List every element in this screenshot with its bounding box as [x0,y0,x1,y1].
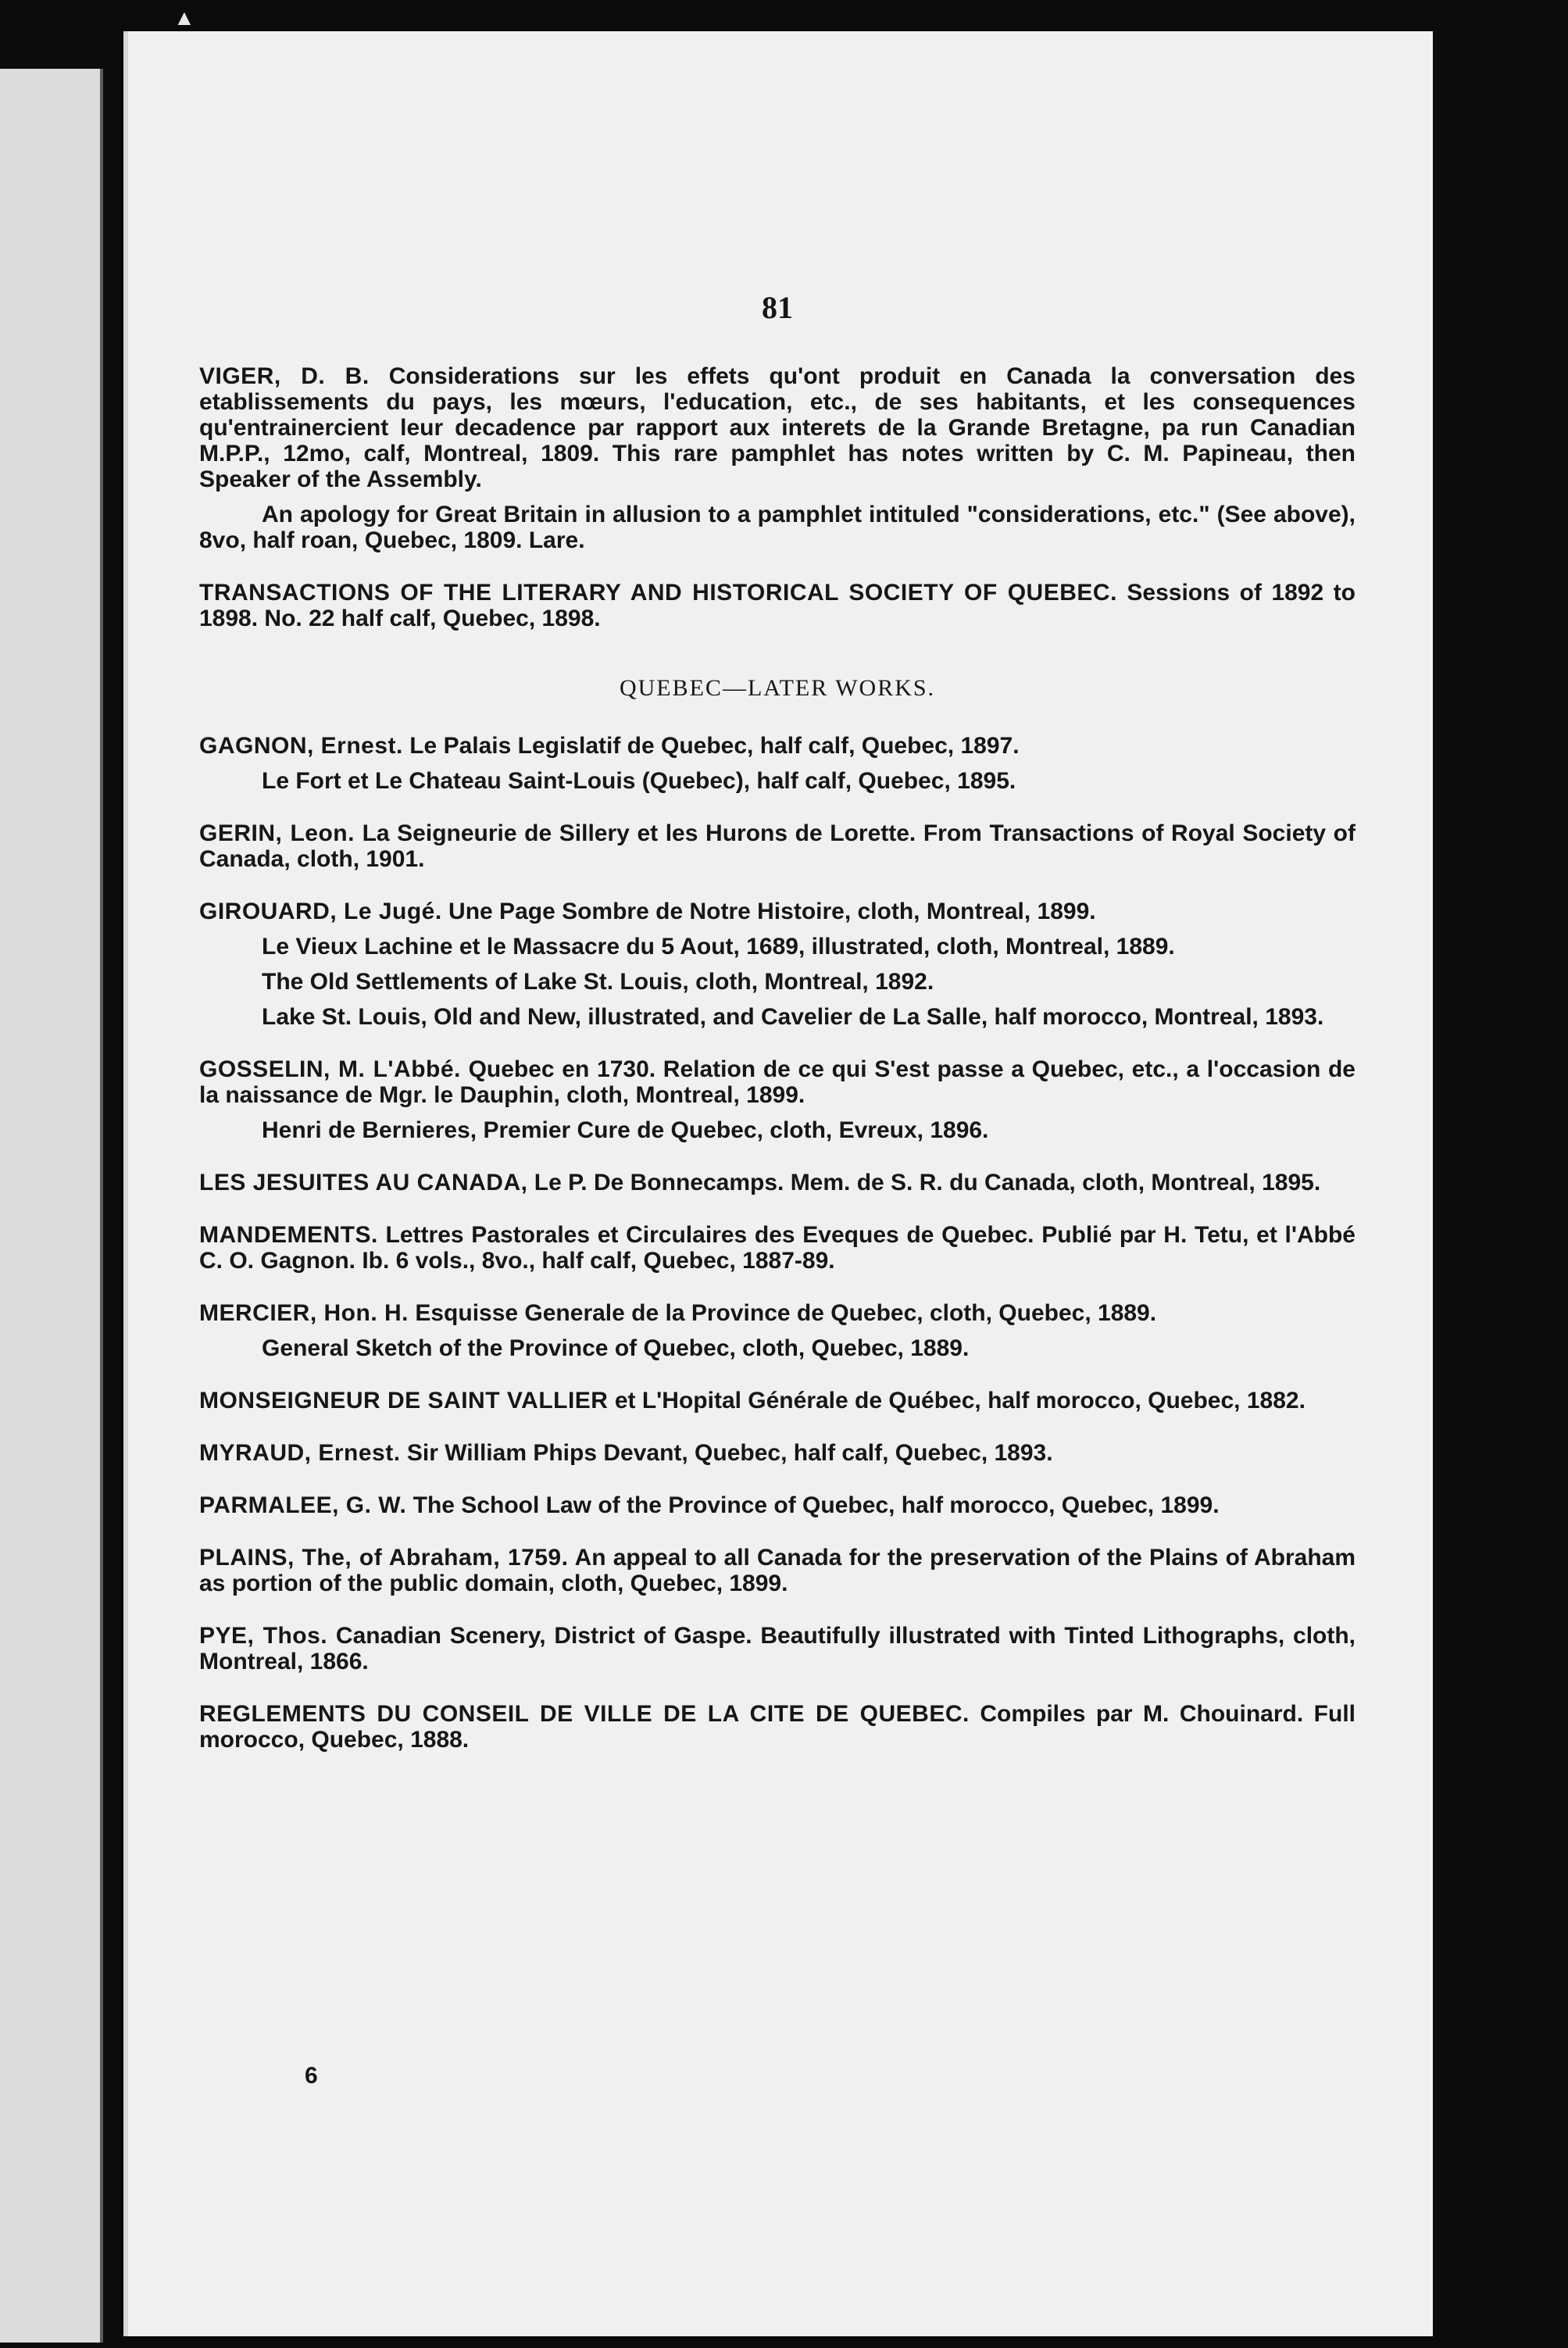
entry-description: An appeal to all Canada for the preservation of the Plains of Abraham as portion of the public domain, cloth, Quebec, 1899. [199,1545,1356,1596]
bibliography-entry [199,733,1355,759]
sub-entry: General Sketch of the Province of Quebec, cloth, Quebec, 1889. [262,1335,970,1361]
bibliography-entry [199,1056,1355,1108]
entry-author: VIGER, D. B. [199,363,370,389]
entry-description: et L'Hopital Générale de Québec, half morocco, Quebec, 1882. [614,1388,1305,1413]
entry-author: LES JESUITES AU CANADA, [199,1170,528,1195]
entry-author: PLAINS, The, of Abraham, 1759. [199,1545,569,1571]
bibliography-entry [199,1300,1355,1326]
entry-author: GERIN, Leon. [199,820,355,846]
entries-top [199,363,1355,631]
entry-author: GAGNON, Ernest. [199,733,403,759]
facing-page-edge [0,69,103,2343]
entry-description: Le P. De Bonnecamps. Mem. de S. R. du Canada, cloth, Montreal, 1895. [534,1170,1321,1195]
entry-description: Sessions of 1892 to 1898. No. 22 half calf, Quebec, 1898. [199,580,1355,631]
entry-author: PYE, Thos. [199,1623,328,1649]
bibliography-entry [199,1222,1355,1274]
entry-author: MANDEMENTS. [199,1222,378,1248]
bibliography-entry [199,1545,1355,1596]
entry-author: MYRAUD, Ernest. [199,1440,401,1466]
entry-author: REGLEMENTS DU CONSEIL DE VILLE DE LA CITE DE QUEBEC. [199,1701,970,1727]
bibliography-entry [199,1388,1355,1413]
entry-author: GIROUARD, Le Jugé. [199,899,442,924]
entry-description: Considerations sur les effets qu'ont produit en Canada la conversation des etablissements du pays, les mœurs, l'education, etc., de ses habitants, et les consequences qu'entrainercient leur decadence par rapport aux interets de la Grande Bretagne, pa run Canadian M.P.P., 12mo, calf, Montreal, 1809. This rare pamphlet has notes written by C. M. Papineau, then Speaker of the Assembly. [199,363,1355,492]
bibliography-entry [199,1701,1355,1753]
entry-description: Lettres Pastorales et Circulaires des Eveques de Quebec. Publié par H. Tetu, et l'Abbé C. O. Gagnon. Ib. 6 vols., 8vo., half calf, Quebec, 1887-89. [199,1222,1355,1274]
entry-description: The School Law of the Province of Quebec, half morocco, Quebec, 1899. [413,1492,1220,1518]
bibliography-entry [199,1440,1355,1466]
bibliography-entry [199,1623,1355,1674]
entry-description: Quebec en 1730. Relation de ce qui S'est passe a Quebec, etc., a l'occasion de la naissance de Mgr. le Dauphin, cloth, Montreal, 1899. [199,1056,1355,1108]
entry-description: Compiles par M. Chouinard. Full morocco, Quebec, 1888. [199,1701,1355,1753]
scan-artifact-icon: ▲ [173,6,195,30]
entry-description: Canadian Scenery, District of Gaspe. Beautifully illustrated with Tinted Lithographs, cloth, Montreal, 1866. [199,1623,1356,1674]
bibliography-entry [199,580,1355,631]
entry-description: Sir William Phips Devant, Quebec, half calf, Quebec, 1893. [406,1440,1053,1466]
sub-entry: An apology for Great Britain in allusion to a pamphlet intituled "considerations, etc." (See above), 8vo, half roan, Quebec, 1809. Lare. [199,502,1355,553]
bibliography-entry [199,820,1355,872]
sub-entry: Le Vieux Lachine et le Massacre du 5 Aout, 1689, illustrated, cloth, Montreal, 1889. [262,934,1175,960]
sub-entry: Lake St. Louis, Old and New, illustrated, and Cavelier de La Salle, half morocco, Montreal, 1893. [262,1004,1324,1030]
sub-entry: Henri de Bernieres, Premier Cure de Quebec, cloth, Evreux, 1896. [262,1117,989,1143]
signature-mark: 6 [305,2063,318,2089]
entries-section [199,733,1355,1753]
entry-author: MONSEIGNEUR DE SAINT VALLIER [199,1388,609,1413]
section-heading: QUEBEC—LATER WORKS. [619,675,936,701]
entry-author: GOSSELIN, M. L'Abbé. [199,1056,461,1082]
entry-description: Esquisse Generale de la Province de Quebec, cloth, Quebec, 1889. [415,1300,1157,1326]
entry-description: Une Page Sombre de Notre Histoire, cloth, Montreal, 1899. [448,899,1096,924]
entry-description: Le Palais Legislatif de Quebec, half calf, Quebec, 1897. [409,733,1020,759]
page-text [199,289,1355,1779]
entry-author: PARMALEE, G. W. [199,1492,407,1518]
bibliography-entry [199,363,1355,492]
bibliography-entry [199,899,1355,924]
bibliography-entry [199,1492,1355,1518]
sub-entry: Le Fort et Le Chateau Saint-Louis (Quebec), half calf, Quebec, 1895. [262,768,1016,794]
entry-author: TRANSACTIONS OF THE LITERARY AND HISTORICAL SOCIETY OF QUEBEC. [199,580,1117,606]
bibliography-entry [199,1170,1355,1195]
entry-author: MERCIER, Hon. H. [199,1300,409,1326]
entry-description: La Seigneurie de Sillery et les Hurons de Lorette. From Transactions of Royal Society of Canada, cloth, 1901. [199,820,1355,872]
page-number: 81 [762,290,793,325]
sub-entry: The Old Settlements of Lake St. Louis, cloth, Montreal, 1892. [262,969,934,995]
